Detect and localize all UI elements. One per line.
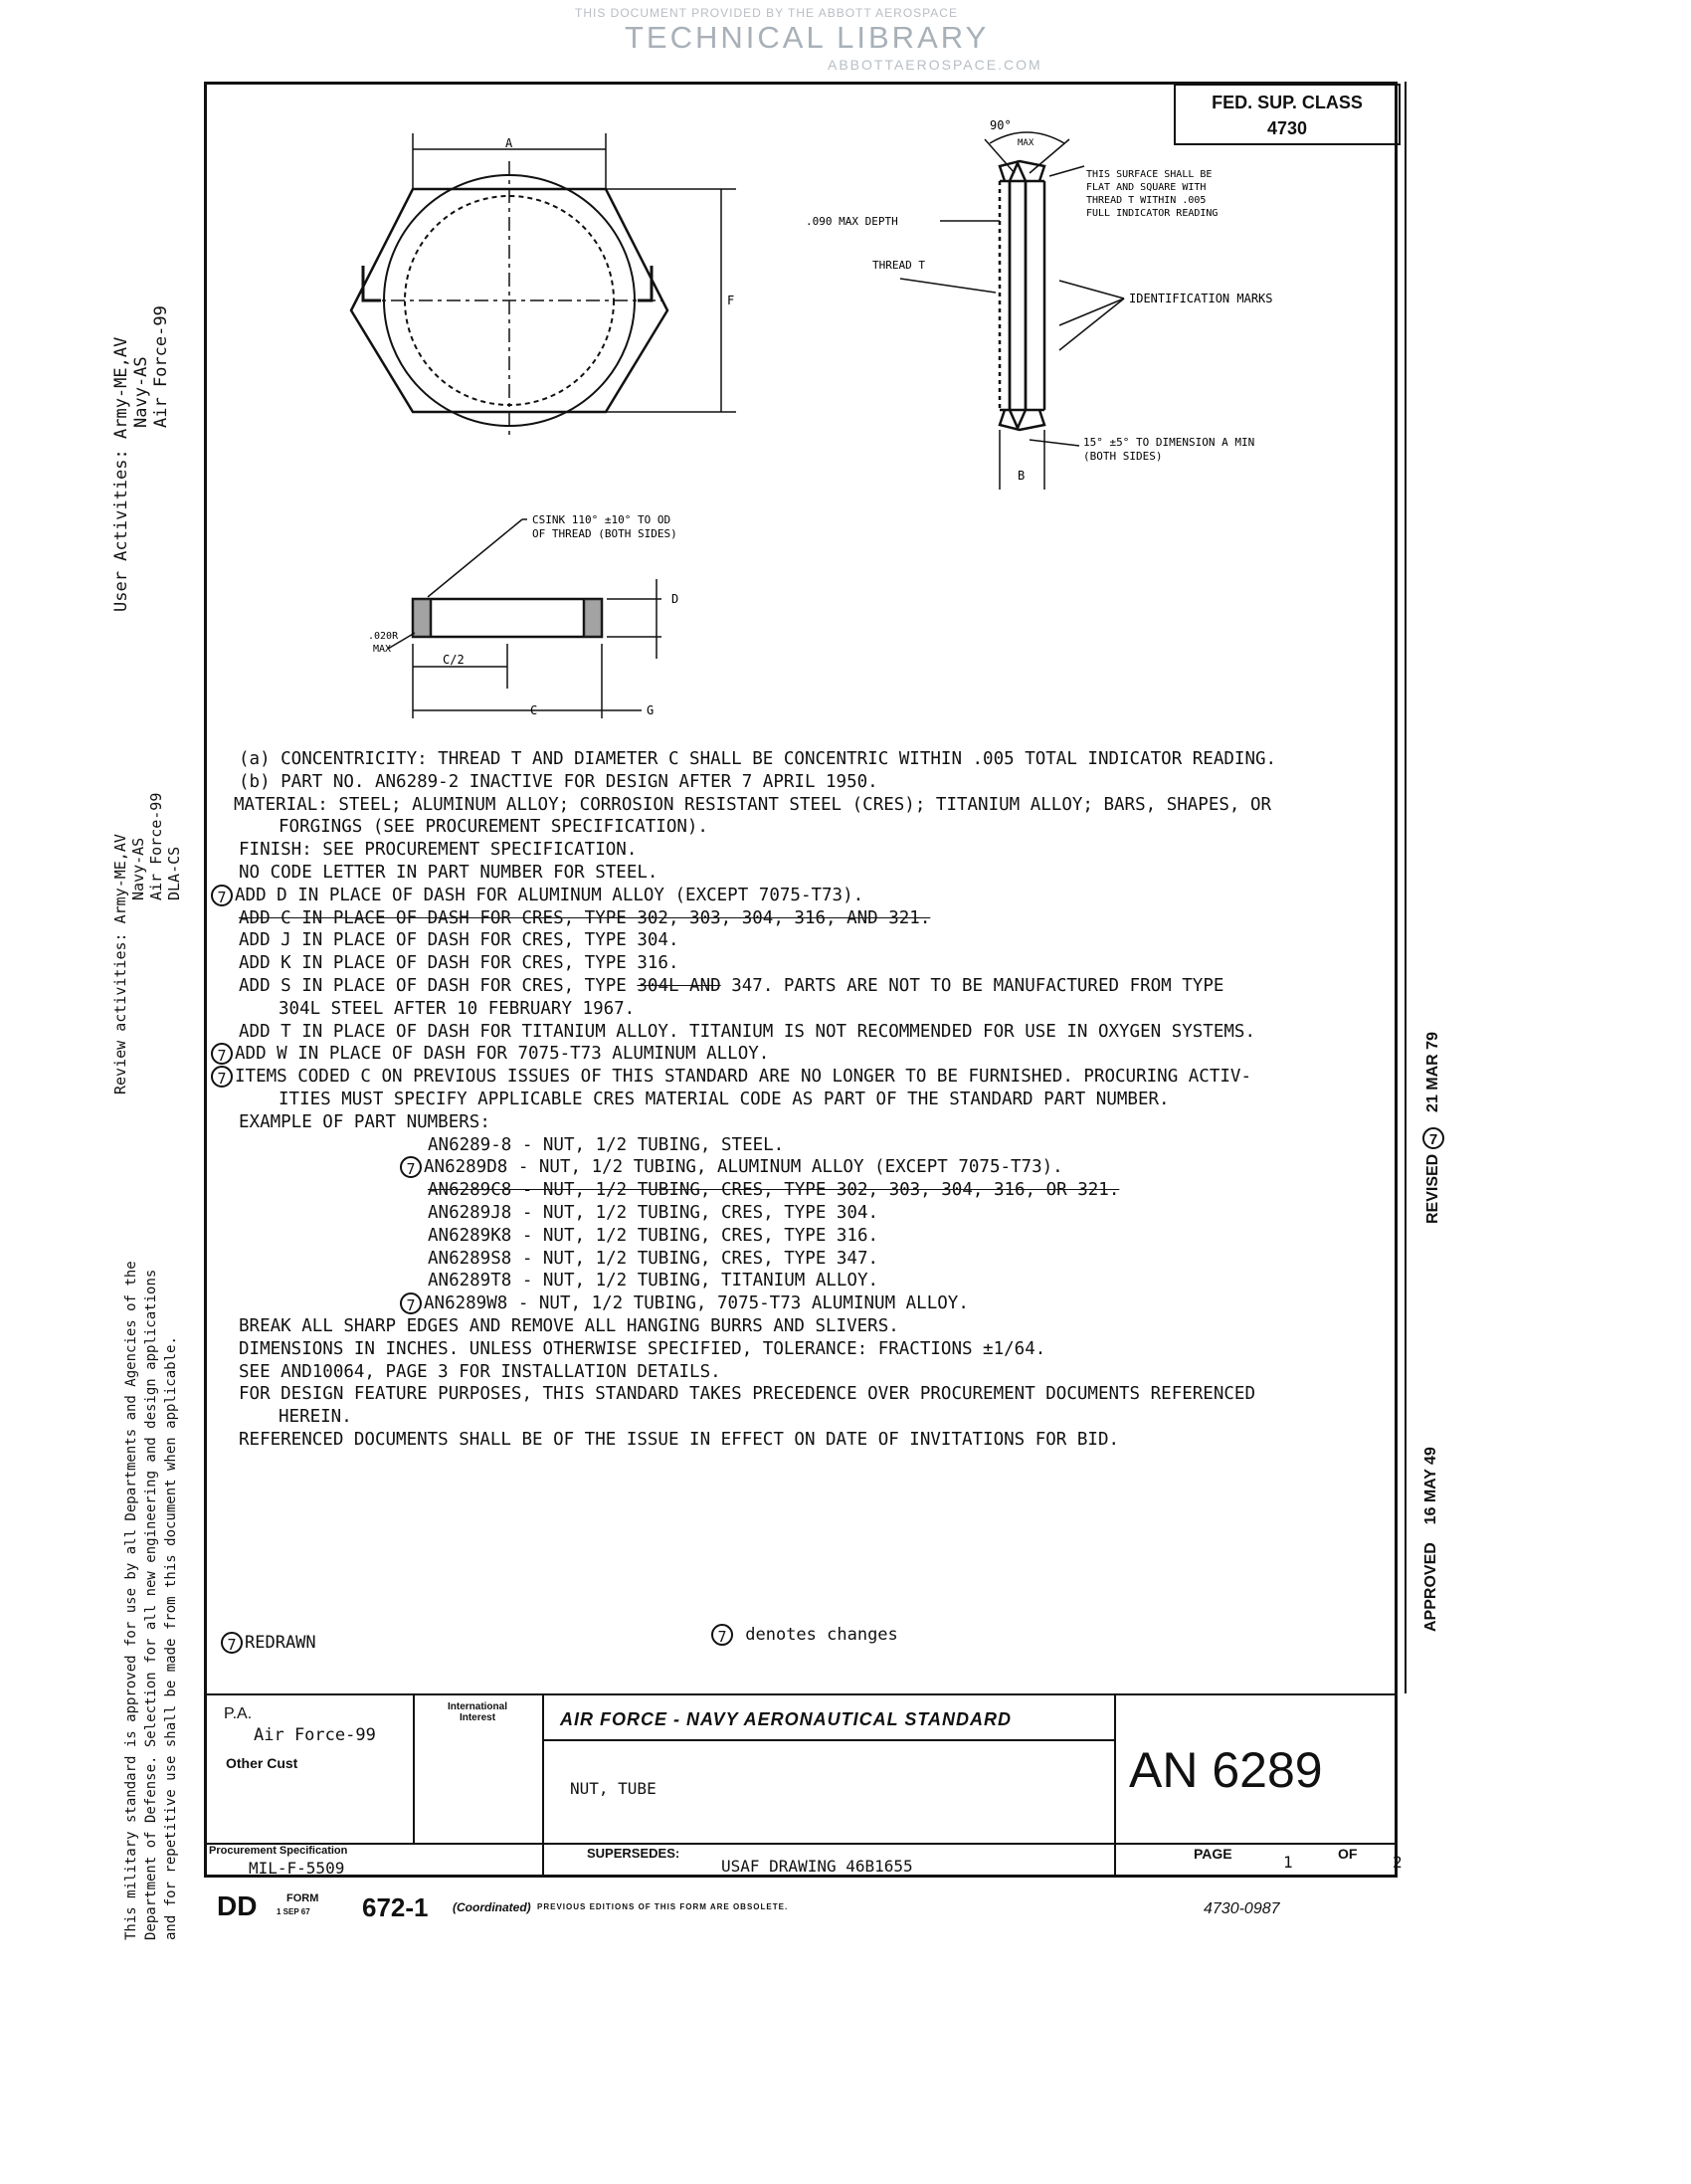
redrawn-note [221,1632,316,1654]
change-mark: 7 [221,1632,243,1654]
library-banner-title: TECHNICAL LIBRARY [625,20,990,55]
review-activities-line2: Navy-AS [129,837,147,900]
surface-note-3: THREAD T WITHIN .005 [1086,195,1207,206]
note-add-w: ADD W IN PLACE OF DASH FOR 7075-T73 ALUMINUM ALLOY. [235,1044,770,1065]
note-dimensions: DIMENSIONS IN INCHES. UNLESS OTHERWISE SPECIFIED, TOLERANCE: FRACTIONS ±1/64. [239,1338,1046,1359]
fed-sup-class-value: 4730 [1266,118,1308,138]
note-steel: NO CODE LETTER IN PART NUMBER FOR STEEL. [239,862,658,883]
standard-title-cell [542,1693,1116,1843]
approval-line3: and for repetitive use shall be made from this document when applicable. [163,1336,179,1940]
supersedes-value: USAF DRAWING 46B1655 [721,1857,913,1876]
dim-d-label: D [671,592,679,606]
chamfer-note-1: 15° ±5° TO DIMENSION A MIN [1083,436,1255,449]
surface-note-2: FLAT AND SQUARE WITH [1086,182,1207,193]
angle-label: 90° [990,118,1012,132]
thread-label: THREAD T [872,259,925,272]
ident-label: IDENTIFICATION MARKS [1129,292,1273,305]
revised-rev-mark: 7 [1422,1127,1444,1149]
note-add-d: ADD D IN PLACE OF DASH FOR ALUMINUM ALLOY (EXCEPT 7075-T73). [235,885,864,905]
review-activities-line1: Review activities: Army-ME,AV [111,834,129,1094]
of-label: OF [1338,1846,1358,1862]
note-add-s-struck: 304L AND [637,975,721,996]
pa-value: Air Force-99 [254,1725,376,1745]
note-add-c-deleted: ADD C IN PLACE OF DASH FOR CRES, TYPE 302, 303, 304, 316, AND 321. [239,907,931,928]
note-referenced: REFERENCED DOCUMENTS SHALL BE OF THE ISSUE IN EFFECT ON DATE OF INVITATIONS FOR BID. [239,1429,1120,1450]
note-install: SEE AND10064, PAGE 3 FOR INSTALLATION DETAILS. [239,1361,721,1382]
note-precedence: FOR DESIGN FEATURE PURPOSES, THIS STANDARD TAKES PRECEDENCE OVER PROCUREMENT DOCUMENTS REFERENCED [239,1384,1255,1405]
proc-spec-label: Procurement Specification [209,1845,348,1857]
dim-f-label: F [727,294,735,307]
user-activities-line1: User Activities: Army-ME,AV [111,336,131,612]
note-material-cont: FORGINGS (SEE PROCUREMENT SPECIFICATION). [279,817,708,838]
dim-a-label: A [505,136,513,150]
page-label: PAGE [1194,1846,1232,1862]
change-mark: 7 [711,1624,733,1646]
revised-label: REVISED [1424,1153,1442,1224]
example-steel: AN6289-8 - NUT, 1/2 TUBING, STEEL. [428,1134,785,1155]
approved-date: 16 MAY 49 [1422,1447,1439,1525]
note-add-k: ADD K IN PLACE OF DASH FOR CRES, TYPE 316. [239,953,679,974]
denotes-changes-note [711,1624,898,1646]
csink-note-2: OF THREAD (BOTH SIDES) [532,527,677,540]
note-items-c: ITEMS CODED C ON PREVIOUS ISSUES OF THIS STANDARD ARE NO LONGER TO BE FURNISHED. PROCURING ACTIV- [235,1067,1251,1088]
chamfer-note-2: (BOTH SIDES) [1083,450,1163,463]
denotes-label: denotes changes [745,1625,898,1645]
user-activities-line2: Navy-AS [131,356,151,428]
title-block-divider-v1 [542,1843,545,1878]
side-view [1000,161,1044,430]
example-cres-304: AN6289J8 - NUT, 1/2 TUBING, CRES, TYPE 304. [428,1202,879,1223]
example-cres-316: AN6289K8 - NUT, 1/2 TUBING, CRES, TYPE 316. [428,1225,879,1246]
example-7075: AN6289W8 - NUT, 1/2 TUBING, 7075-T73 ALUMINUM ALLOY. [424,1293,969,1314]
user-activities-line3: Air Force-99 [151,305,171,428]
change-mark: 7 [211,1043,233,1065]
section-view [413,599,602,637]
nut-drawing [204,82,1398,748]
approval-statement [121,1261,181,1940]
note-finish: FINISH: SEE PROCUREMENT SPECIFICATION. [239,840,638,861]
note-add-j: ADD J IN PLACE OF DASH FOR CRES, TYPE 304. [239,930,679,951]
item-name: NUT, TUBE [570,1779,657,1798]
change-mark: 7 [400,1292,422,1314]
other-cust-label: Other Cust [226,1755,298,1771]
note-add-t: ADD T IN PLACE OF DASH FOR TITANIUM ALLOY. TITANIUM IS NOT RECOMMENDED FOR USE IN OXYGEN SYSTEMS. [239,1021,1255,1042]
form-label: FORM [286,1892,319,1904]
library-banner-line1: THIS DOCUMENT PROVIDED BY THE ABBOTT AEROSPACE [575,6,958,20]
note-add-s-a: ADD S IN PLACE OF DASH FOR CRES, TYPE [239,975,638,996]
note-break-edges: BREAK ALL SHARP EDGES AND REMOVE ALL HANGING BURRS AND SLIVERS. [239,1315,899,1336]
dim-b-label: B [1018,469,1026,483]
approved-label: APPROVED [1422,1542,1439,1632]
example-aluminum: AN6289D8 - NUT, 1/2 TUBING, ALUMINUM ALLOY (EXCEPT 7075-T73). [424,1157,1063,1178]
note-inactive: (b) PART NO. AN6289-2 INACTIVE FOR DESIGN AFTER 7 APRIL 1950. [239,771,878,792]
review-activities-line4: DLA-CS [165,846,183,900]
document-number: AN 6289 [1129,1742,1323,1798]
page-number: 1 [1283,1853,1293,1872]
form-previous-editions: PREVIOUS EDITIONS OF THIS FORM ARE OBSOLETE. [537,1902,789,1911]
revised-stamp [1422,1032,1444,1224]
angle-max-label: MAX [1018,138,1034,148]
title-block-divider [204,1843,1398,1845]
standard-title: AIR FORCE - NAVY AERONAUTICAL STANDARD [560,1709,1013,1729]
page-total: 2 [1393,1853,1403,1872]
note-items-c-cont: ITIES MUST SPECIFY APPLICABLE CRES MATERIAL CODE AS PART OF THE STANDARD PART NUMBER. [279,1089,1170,1109]
example-titanium: AN6289T8 - NUT, 1/2 TUBING, TITANIUM ALLOY. [428,1271,879,1291]
dim-c-label: C [530,703,538,717]
international-label: International [447,1701,507,1712]
interest-label: Interest [459,1712,496,1723]
note-precedence-cont: HEREIN. [279,1407,352,1428]
proc-spec-value: MIL-F-5509 [249,1859,345,1878]
note-add-s [239,975,1403,998]
change-mark: 7 [211,885,233,906]
dim-g-label: G [647,703,655,717]
form-number: 672-1 [362,1892,429,1922]
surface-note-4: FULL INDICATOR READING [1086,208,1219,219]
note-examples-heading: EXAMPLE OF PART NUMBERS: [239,1111,490,1132]
form-date: 1 SEP 67 [277,1907,310,1916]
international-cell [413,1693,544,1843]
radius-note-1: .020R [368,631,399,642]
form-coordinated: (Coordinated) [453,1900,531,1914]
fed-sup-class-label: FED. SUP. CLASS [1212,93,1363,112]
form-dd: DD [217,1890,258,1921]
note-material: MATERIAL: STEEL; ALUMINUM ALLOY; CORROSION RESISTANT STEEL (CRES); TITANIUM ALLOY; BARS, SHAPES, OR [234,794,1272,815]
surface-note-1: THIS SURFACE SHALL BE [1086,169,1213,180]
library-banner-url: ABBOTTAEROSPACE.COM [828,57,1042,73]
note-add-s-b: 347. PARTS ARE NOT TO BE MANUFACTURED FROM TYPE [720,975,1224,996]
title-block-divider-v2 [1114,1843,1117,1878]
pa-label: P.A. [224,1705,253,1722]
notes-block [217,748,1403,1452]
approval-line2: Department of Defense. Selection for all new engineering and design applications [143,1269,159,1940]
example-cres-deleted: AN6289C8 - NUT, 1/2 TUBING, CRES, TYPE 302, 303, 304, 316, OR 321. [428,1180,1120,1201]
supersedes-label: SUPERSEDES: [587,1846,680,1861]
csink-note-1: CSINK 110° ±10° TO OD [532,513,671,526]
revision-column-divider [1405,82,1408,1693]
note-add-s-cont: 304L STEEL AFTER 10 FEBRUARY 1967. [279,998,636,1019]
form-code: 4730-0987 [1204,1900,1280,1917]
approval-line1: This military standard is approved for use by all Departments and Agencies of the [123,1261,139,1940]
example-cres-347: AN6289S8 - NUT, 1/2 TUBING, CRES, TYPE 347. [428,1248,879,1269]
dim-c2-label: C/2 [443,653,465,667]
change-mark: 7 [400,1156,422,1178]
pa-cell [204,1693,415,1843]
redrawn-label: REDRAWN [245,1633,316,1653]
note-concentricity: (a) CONCENTRICITY: THREAD T AND DIAMETER C SHALL BE CONCENTRIC WITHIN .005 TOTAL INDICATOR READING. [239,749,1277,769]
change-mark: 7 [211,1066,233,1088]
revised-date: 21 MAR 79 [1424,1032,1442,1112]
approved-stamp [1422,1447,1440,1632]
review-activities [111,793,183,1094]
review-activities-line3: Air Force-99 [147,792,165,900]
radius-note-2: MAX [373,644,392,655]
user-activities [111,305,171,612]
depth-label: .090 MAX DEPTH [806,215,898,228]
